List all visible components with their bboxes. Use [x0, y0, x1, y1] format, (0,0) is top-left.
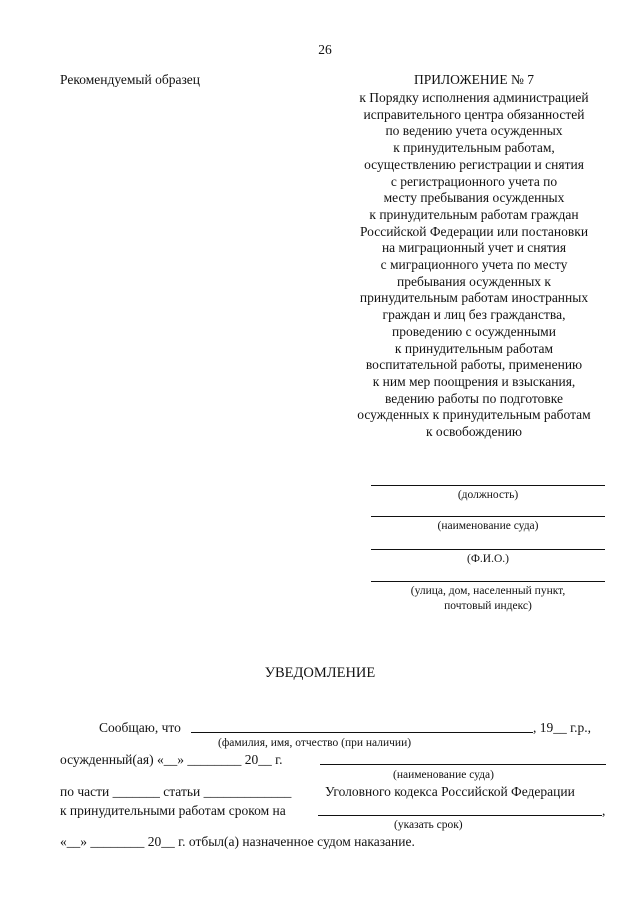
appendix-line: проведению с осужденными — [392, 323, 556, 339]
appendix-line: к освобождению — [425, 424, 523, 440]
appendix-line: с регистрационного учета по — [390, 173, 558, 189]
position-field-line[interactable] — [371, 485, 605, 486]
appendix-text — [338, 90, 610, 441]
appendix-line: к принудительным работам, — [393, 140, 555, 156]
appendix-line: осужденных к принудительным работам — [357, 407, 591, 423]
convicted-date-label: осужденный(ая) «__» ________ 20__ г. — [60, 752, 283, 767]
appendix-line: к Порядку исполнения администрацией — [359, 90, 589, 105]
appendix-line: к ним мер поощрения и взыскания, — [372, 373, 576, 389]
fio-hint: (Ф.И.О.) — [467, 553, 509, 565]
notice-title: УВЕДОМЛЕНИЕ — [264, 665, 376, 681]
fio-field-line[interactable] — [371, 549, 605, 550]
term-hint: (указать срок) — [394, 819, 463, 831]
court-name-field-hint: (наименование суда) — [393, 769, 494, 781]
appendix-line: ведению работы по подготовке — [384, 390, 564, 406]
court-name-field-line[interactable] — [320, 764, 606, 765]
court-field-line[interactable] — [371, 516, 605, 517]
term-field-line[interactable] — [318, 815, 602, 816]
address-field-line[interactable] — [371, 581, 605, 582]
appendix-line: осуществлению регистрации и снятия — [364, 156, 584, 172]
birth-year-label: , 19__ г.р., — [533, 720, 592, 735]
appendix-line: пребывания осужденных к — [397, 273, 551, 289]
appendix-line: исправительного центра обязанностей — [363, 106, 585, 122]
address-hint-line2: почтовый индекс) — [444, 600, 532, 612]
term-comma: , — [602, 803, 606, 818]
fullname-field-line[interactable] — [191, 732, 533, 733]
appendix-line: с миграционного учета по месту — [380, 257, 568, 273]
page-number: 26 — [318, 42, 332, 57]
appendix-line: к принудительным работам — [394, 340, 554, 356]
part-article-label: по части _______ статьи _____________ — [60, 784, 292, 799]
appendix-line: на миграционный учет и снятия — [381, 240, 567, 256]
appendix-line: Российской Федерации или постановки — [359, 223, 589, 239]
criminal-code-label: Уголовного кодекса Российской Федерации — [325, 784, 575, 799]
served-sentence-text: «__» ________ 20__ г. отбыл(а) назначенное судом наказание. — [60, 834, 415, 849]
appendix-line: месту пребывания осужденных — [383, 190, 565, 206]
position-hint: (должность) — [457, 489, 519, 501]
appendix-line: принудительным работам иностранных — [359, 290, 589, 306]
recommended-sample-label: Рекомендуемый образец — [60, 72, 201, 87]
inform-that-label: Сообщаю, что — [99, 720, 181, 735]
appendix-line: воспитательной работы, применению — [365, 357, 583, 373]
appendix-line: к принудительным работам граждан — [369, 206, 579, 222]
forced-labor-term-label: к принудительными работам сроком на — [60, 803, 286, 818]
court-name-hint: (наименование суда) — [437, 520, 539, 532]
address-hint-line1: (улица, дом, населенный пункт, — [410, 585, 566, 597]
appendix-line: граждан и лиц без гражданства, — [382, 307, 566, 323]
appendix-title: ПРИЛОЖЕНИЕ № 7 — [413, 72, 535, 87]
appendix-line: по ведению учета осужденных — [385, 123, 563, 139]
fullname-hint: (фамилия, имя, отчество (при наличии) — [218, 737, 412, 749]
